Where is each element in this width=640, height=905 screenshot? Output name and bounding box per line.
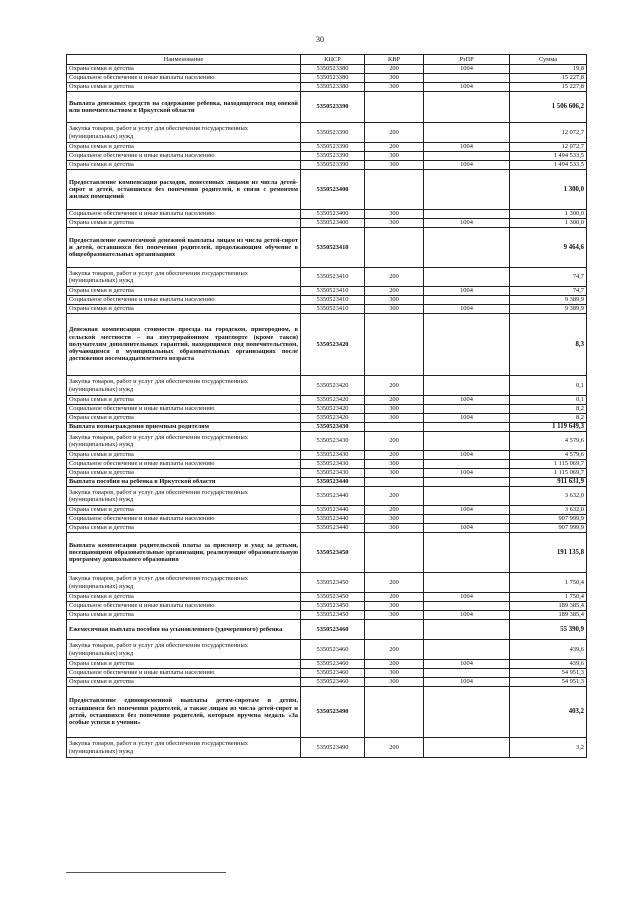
table-body bbox=[67, 65, 587, 758]
cell-sum: 19,8 bbox=[510, 65, 587, 74]
cell-kcsr: 5350523390 bbox=[301, 123, 365, 143]
cell-sum: 15 227,8 bbox=[510, 74, 587, 83]
cell-sum: 1 494 533,5 bbox=[510, 161, 587, 170]
cell-rzpr bbox=[424, 152, 510, 161]
cell-kvr: 300 bbox=[365, 469, 424, 478]
cell-name: Охрана семьи и детства bbox=[67, 219, 301, 228]
cell-kvr: 200 bbox=[365, 660, 424, 669]
cell-name: Охрана семьи и детства bbox=[67, 65, 301, 74]
table-row bbox=[67, 451, 587, 460]
cell-name: Охрана семьи и детства bbox=[67, 143, 301, 152]
table-row bbox=[67, 524, 587, 533]
cell-name: Выплата денежных средств на содержание ребенка, находящегося под опекой или попечительством в Иркутской области bbox=[67, 92, 301, 123]
cell-name: Охрана семьи и детства bbox=[67, 611, 301, 620]
header-kvr: КВР bbox=[365, 55, 424, 65]
cell-sum: 8,2 bbox=[510, 414, 587, 423]
cell-kvr: 200 bbox=[365, 506, 424, 515]
cell-kvr: 200 bbox=[365, 396, 424, 405]
cell-kcsr: 5350523440 bbox=[301, 478, 365, 487]
table-row bbox=[67, 460, 587, 469]
cell-sum: 54 951,3 bbox=[510, 669, 587, 678]
cell-kcsr: 5350523460 bbox=[301, 640, 365, 660]
cell-kcsr: 5350523410 bbox=[301, 296, 365, 305]
cell-kvr bbox=[365, 478, 424, 487]
table-row bbox=[67, 506, 587, 515]
cell-rzpr bbox=[424, 533, 510, 573]
cell-kvr: 300 bbox=[365, 219, 424, 228]
cell-rzpr bbox=[424, 687, 510, 738]
cell-kvr bbox=[365, 687, 424, 738]
cell-rzpr bbox=[424, 432, 510, 451]
cell-kcsr: 5350523460 bbox=[301, 660, 365, 669]
cell-kvr: 300 bbox=[365, 524, 424, 533]
cell-kcsr: 5350523380 bbox=[301, 65, 365, 74]
cell-name: Охрана семьи и детства bbox=[67, 305, 301, 314]
cell-sum: 12 072,7 bbox=[510, 123, 587, 143]
table-row bbox=[67, 405, 587, 414]
cell-name: Закупка товаров, работ и услуг для обеспечения государственных (муниципальных) нужд bbox=[67, 640, 301, 660]
cell-sum: 0,1 bbox=[510, 376, 587, 396]
cell-name: Охрана семьи и детства bbox=[67, 593, 301, 602]
cell-kcsr: 5350523400 bbox=[301, 170, 365, 210]
cell-name: Охрана семьи и детства bbox=[67, 396, 301, 405]
cell-kvr: 300 bbox=[365, 669, 424, 678]
cell-sum: 74,7 bbox=[510, 268, 587, 287]
cell-sum: 189 385,4 bbox=[510, 611, 587, 620]
cell-kcsr: 5350523460 bbox=[301, 620, 365, 640]
cell-kcsr: 5350523410 bbox=[301, 228, 365, 268]
cell-sum: 3 632,0 bbox=[510, 506, 587, 515]
cell-name: Закупка товаров, работ и услуг для обеспечения государственных (муниципальных) нужд bbox=[67, 268, 301, 287]
cell-kcsr: 5350523450 bbox=[301, 602, 365, 611]
cell-name: Выплата пособия на ребенка в Иркутской области bbox=[67, 478, 301, 487]
cell-kcsr: 5350523440 bbox=[301, 506, 365, 515]
cell-kcsr: 5350523400 bbox=[301, 219, 365, 228]
table-row bbox=[67, 469, 587, 478]
cell-kcsr: 5350523430 bbox=[301, 460, 365, 469]
cell-sum: 74,7 bbox=[510, 287, 587, 296]
cell-rzpr: 1004 bbox=[424, 305, 510, 314]
cell-sum: 3,2 bbox=[510, 738, 587, 758]
cell-sum: 4 579,6 bbox=[510, 432, 587, 451]
cell-kcsr: 5350523410 bbox=[301, 305, 365, 314]
cell-kvr: 200 bbox=[365, 593, 424, 602]
cell-kcsr: 5350523420 bbox=[301, 396, 365, 405]
cell-name: Охрана семьи и детства bbox=[67, 506, 301, 515]
header-name: Наименование bbox=[67, 55, 301, 65]
cell-kcsr: 5350523400 bbox=[301, 210, 365, 219]
cell-sum: 12 072,7 bbox=[510, 143, 587, 152]
cell-kvr: 200 bbox=[365, 432, 424, 451]
table-row bbox=[67, 432, 587, 451]
cell-kcsr: 5350523460 bbox=[301, 678, 365, 687]
cell-sum: 189 385,4 bbox=[510, 602, 587, 611]
cell-sum: 9 389,9 bbox=[510, 296, 587, 305]
cell-sum: 1 300,0 bbox=[510, 210, 587, 219]
cell-kvr: 300 bbox=[365, 296, 424, 305]
cell-kvr: 300 bbox=[365, 161, 424, 170]
cell-kvr: 300 bbox=[365, 414, 424, 423]
table-row bbox=[67, 123, 587, 143]
cell-name: Социальное обеспечение и иные выплаты населению bbox=[67, 152, 301, 161]
cell-rzpr bbox=[424, 460, 510, 469]
cell-name: Охрана семьи и детства bbox=[67, 660, 301, 669]
cell-rzpr: 1004 bbox=[424, 506, 510, 515]
cell-sum: 4 579,6 bbox=[510, 451, 587, 460]
cell-rzpr bbox=[424, 210, 510, 219]
cell-kcsr: 5350523390 bbox=[301, 152, 365, 161]
cell-kcsr: 5350523390 bbox=[301, 92, 365, 123]
cell-name: Социальное обеспечение и иные выплаты населению bbox=[67, 515, 301, 524]
cell-kcsr: 5350523390 bbox=[301, 161, 365, 170]
table-row bbox=[67, 611, 587, 620]
cell-rzpr bbox=[424, 405, 510, 414]
cell-rzpr: 1004 bbox=[424, 469, 510, 478]
cell-name: Социальное обеспечение и иные выплаты населению bbox=[67, 460, 301, 469]
cell-kvr: 200 bbox=[365, 738, 424, 758]
cell-sum: 1 300,0 bbox=[510, 219, 587, 228]
cell-sum: 9 464,6 bbox=[510, 228, 587, 268]
table-row bbox=[67, 573, 587, 593]
cell-rzpr bbox=[424, 487, 510, 506]
table-row-section bbox=[67, 533, 587, 573]
header-kcsr: КЦСР bbox=[301, 55, 365, 65]
cell-kvr: 300 bbox=[365, 405, 424, 414]
cell-kcsr: 5350523490 bbox=[301, 738, 365, 758]
cell-name: Социальное обеспечение и иные выплаты населению bbox=[67, 405, 301, 414]
table-row bbox=[67, 268, 587, 287]
cell-rzpr: 1004 bbox=[424, 451, 510, 460]
table-row bbox=[67, 305, 587, 314]
table-row bbox=[67, 593, 587, 602]
cell-name: Социальное обеспечение и иные выплаты населению bbox=[67, 602, 301, 611]
cell-sum: 911 631,9 bbox=[510, 478, 587, 487]
cell-sum: 1 494 533,5 bbox=[510, 152, 587, 161]
cell-kcsr: 5350523450 bbox=[301, 593, 365, 602]
cell-kcsr: 5350523430 bbox=[301, 432, 365, 451]
page-number: 30 bbox=[316, 35, 324, 44]
cell-sum: 191 135,8 bbox=[510, 533, 587, 573]
table-row bbox=[67, 738, 587, 758]
cell-rzpr bbox=[424, 170, 510, 210]
cell-sum: 1 119 649,3 bbox=[510, 423, 587, 432]
cell-kcsr: 5350523380 bbox=[301, 83, 365, 92]
cell-rzpr: 1004 bbox=[424, 161, 510, 170]
table-row-section bbox=[67, 228, 587, 268]
cell-kvr bbox=[365, 314, 424, 376]
cell-kvr: 200 bbox=[365, 268, 424, 287]
cell-rzpr: 1004 bbox=[424, 143, 510, 152]
cell-rzpr: 1004 bbox=[424, 65, 510, 74]
cell-kcsr: 5350523450 bbox=[301, 611, 365, 620]
table-row-section bbox=[67, 423, 587, 432]
table-row-section bbox=[67, 314, 587, 376]
cell-name: Закупка товаров, работ и услуг для обеспечения государственных (муниципальных) нужд bbox=[67, 738, 301, 758]
cell-sum: 1 750,4 bbox=[510, 593, 587, 602]
cell-name: Предоставление единовременной выплаты детям-сиротам и детям, оставшимся без попечения родителей, а также лицам из числа детей-сирот и детей, оставшихся без попечения родителей, которым вручена медаль «За особые успехи в учении» bbox=[67, 687, 301, 738]
cell-sum: 9 389,9 bbox=[510, 305, 587, 314]
cell-kvr: 200 bbox=[365, 451, 424, 460]
cell-sum: 54 951,3 bbox=[510, 678, 587, 687]
cell-name: Социальное обеспечение и иные выплаты населению bbox=[67, 669, 301, 678]
cell-kvr bbox=[365, 228, 424, 268]
cell-name: Охрана семьи и детства bbox=[67, 678, 301, 687]
cell-rzpr bbox=[424, 738, 510, 758]
cell-rzpr bbox=[424, 268, 510, 287]
cell-kvr: 300 bbox=[365, 460, 424, 469]
cell-rzpr: 1004 bbox=[424, 414, 510, 423]
cell-sum: 1 300,0 bbox=[510, 170, 587, 210]
cell-kvr: 300 bbox=[365, 74, 424, 83]
footer-divider bbox=[66, 872, 226, 873]
table-row-section bbox=[67, 170, 587, 210]
table-row bbox=[67, 376, 587, 396]
cell-kvr bbox=[365, 92, 424, 123]
cell-rzpr bbox=[424, 228, 510, 268]
table-row bbox=[67, 210, 587, 219]
cell-kvr: 200 bbox=[365, 573, 424, 593]
table-row bbox=[67, 296, 587, 305]
cell-sum: 439,6 bbox=[510, 660, 587, 669]
cell-rzpr bbox=[424, 123, 510, 143]
cell-rzpr bbox=[424, 314, 510, 376]
cell-name: Охрана семьи и детства bbox=[67, 524, 301, 533]
cell-kvr: 300 bbox=[365, 678, 424, 687]
cell-name: Ежемесячная выплата пособия на усыновленного (удочеренного) ребенка bbox=[67, 620, 301, 640]
cell-sum: 1 506 606,2 bbox=[510, 92, 587, 123]
cell-name: Охрана семьи и детства bbox=[67, 83, 301, 92]
cell-rzpr bbox=[424, 423, 510, 432]
cell-rzpr: 1004 bbox=[424, 611, 510, 620]
cell-kvr: 300 bbox=[365, 210, 424, 219]
cell-kvr: 300 bbox=[365, 152, 424, 161]
table-row-section bbox=[67, 687, 587, 738]
cell-rzpr bbox=[424, 669, 510, 678]
cell-sum: 8,2 bbox=[510, 405, 587, 414]
cell-sum: 15 227,8 bbox=[510, 83, 587, 92]
cell-sum: 907 999,9 bbox=[510, 524, 587, 533]
cell-rzpr bbox=[424, 92, 510, 123]
cell-kcsr: 5350523420 bbox=[301, 414, 365, 423]
cell-name: Закупка товаров, работ и услуг для обеспечения государственных (муниципальных) нужд bbox=[67, 123, 301, 143]
table-row bbox=[67, 487, 587, 506]
cell-kvr: 200 bbox=[365, 123, 424, 143]
cell-kcsr: 5350523420 bbox=[301, 376, 365, 396]
table-row bbox=[67, 602, 587, 611]
cell-rzpr bbox=[424, 296, 510, 305]
cell-kcsr: 5350523410 bbox=[301, 268, 365, 287]
cell-name: Социальное обеспечение и иные выплаты населению bbox=[67, 210, 301, 219]
cell-kvr bbox=[365, 533, 424, 573]
cell-rzpr: 1004 bbox=[424, 524, 510, 533]
header-sum: Сумма bbox=[510, 55, 587, 65]
table-row bbox=[67, 152, 587, 161]
cell-rzpr: 1004 bbox=[424, 83, 510, 92]
cell-sum: 1 750,4 bbox=[510, 573, 587, 593]
cell-sum: 8,3 bbox=[510, 314, 587, 376]
table-row bbox=[67, 515, 587, 524]
budget-table bbox=[66, 54, 587, 758]
cell-sum: 55 390,9 bbox=[510, 620, 587, 640]
header-rzpr: РзПР bbox=[424, 55, 510, 65]
table-row bbox=[67, 287, 587, 296]
table-row bbox=[67, 83, 587, 92]
cell-rzpr bbox=[424, 602, 510, 611]
table-row bbox=[67, 669, 587, 678]
cell-name: Охрана семьи и детства bbox=[67, 414, 301, 423]
cell-kvr: 300 bbox=[365, 515, 424, 524]
cell-kvr bbox=[365, 423, 424, 432]
cell-name: Закупка товаров, работ и услуг для обеспечения государственных (муниципальных) нужд bbox=[67, 573, 301, 593]
cell-kvr: 200 bbox=[365, 65, 424, 74]
cell-kvr: 200 bbox=[365, 640, 424, 660]
cell-kcsr: 5350523410 bbox=[301, 287, 365, 296]
cell-rzpr bbox=[424, 74, 510, 83]
cell-rzpr bbox=[424, 376, 510, 396]
cell-kcsr: 5350523420 bbox=[301, 405, 365, 414]
cell-kcsr: 5350523440 bbox=[301, 524, 365, 533]
cell-sum: 1 115 069,7 bbox=[510, 460, 587, 469]
cell-kcsr: 5350523490 bbox=[301, 687, 365, 738]
cell-sum: 439,6 bbox=[510, 640, 587, 660]
cell-name: Охрана семьи и детства bbox=[67, 469, 301, 478]
cell-kvr: 200 bbox=[365, 487, 424, 506]
cell-rzpr: 1004 bbox=[424, 660, 510, 669]
cell-rzpr bbox=[424, 515, 510, 524]
cell-name: Закупка товаров, работ и услуг для обеспечения государственных (муниципальных) нужд bbox=[67, 376, 301, 396]
cell-name: Выплата вознаграждения приемным родителям bbox=[67, 423, 301, 432]
cell-kvr bbox=[365, 170, 424, 210]
cell-kvr: 200 bbox=[365, 287, 424, 296]
cell-rzpr: 1004 bbox=[424, 396, 510, 405]
cell-rzpr bbox=[424, 478, 510, 487]
cell-kcsr: 5350523440 bbox=[301, 487, 365, 506]
cell-kcsr: 5350523380 bbox=[301, 74, 365, 83]
cell-sum: 0,1 bbox=[510, 396, 587, 405]
cell-sum: 3 632,0 bbox=[510, 487, 587, 506]
table-row bbox=[67, 65, 587, 74]
cell-kvr: 300 bbox=[365, 83, 424, 92]
table-row-section bbox=[67, 92, 587, 123]
cell-name: Денежная компенсация стоимости проезда на городском, пригородном, в сельской местности – на внутрирайонном транспорте (кроме такси) получателям дополнительных гарантий, находящимся под попечительством, обучающимся в муниципальных образовательных организациях после достижения восемнадцатилетнего возраста bbox=[67, 314, 301, 376]
cell-rzpr bbox=[424, 573, 510, 593]
cell-kcsr: 5350523420 bbox=[301, 314, 365, 376]
cell-name: Выплата компенсации родительской платы за присмотр и уход за детьми, посещающими образовательные организации, реализующие образовательную программу дошкольного образования bbox=[67, 533, 301, 573]
cell-name: Предоставление ежемесячной денежной выплаты лицам из числа детей-сирот и детей, оставшихся без попечения родителей, продолжающим обучение в общеобразовательных организациях bbox=[67, 228, 301, 268]
cell-name: Закупка товаров, работ и услуг для обеспечения государственных (муниципальных) нужд bbox=[67, 487, 301, 506]
table-row bbox=[67, 219, 587, 228]
table-header-row bbox=[67, 55, 587, 65]
cell-rzpr: 1004 bbox=[424, 219, 510, 228]
table-row-section bbox=[67, 620, 587, 640]
table-row bbox=[67, 161, 587, 170]
cell-rzpr bbox=[424, 620, 510, 640]
table-row bbox=[67, 640, 587, 660]
cell-kcsr: 5350523440 bbox=[301, 515, 365, 524]
cell-kvr: 300 bbox=[365, 611, 424, 620]
cell-name: Закупка товаров, работ и услуг для обеспечения государственных (муниципальных) нужд bbox=[67, 432, 301, 451]
table-row-section bbox=[67, 478, 587, 487]
cell-kcsr: 5350523430 bbox=[301, 451, 365, 460]
table-row bbox=[67, 143, 587, 152]
cell-kcsr: 5350523430 bbox=[301, 469, 365, 478]
cell-rzpr: 1004 bbox=[424, 593, 510, 602]
cell-kcsr: 5350523390 bbox=[301, 143, 365, 152]
cell-kvr: 300 bbox=[365, 305, 424, 314]
table-row bbox=[67, 396, 587, 405]
cell-sum: 403,2 bbox=[510, 687, 587, 738]
cell-kvr: 200 bbox=[365, 143, 424, 152]
cell-rzpr: 1004 bbox=[424, 678, 510, 687]
cell-name: Предоставление компенсации расходов, понесенных лицами из числа детей-сирот и детей, оставшихся без попечения родителей, в связи с ремонтом жилых помещений bbox=[67, 170, 301, 210]
cell-rzpr bbox=[424, 640, 510, 660]
cell-kvr bbox=[365, 620, 424, 640]
cell-name: Социальное обеспечение и иные выплаты населению bbox=[67, 74, 301, 83]
cell-sum: 1 115 069,7 bbox=[510, 469, 587, 478]
cell-rzpr: 1004 bbox=[424, 287, 510, 296]
cell-name: Охрана семьи и детства bbox=[67, 451, 301, 460]
cell-kcsr: 5350523450 bbox=[301, 573, 365, 593]
cell-kcsr: 5350523430 bbox=[301, 423, 365, 432]
cell-name: Социальное обеспечение и иные выплаты населению bbox=[67, 296, 301, 305]
cell-kcsr: 5350523450 bbox=[301, 533, 365, 573]
table-row bbox=[67, 74, 587, 83]
cell-name: Охрана семьи и детства bbox=[67, 287, 301, 296]
cell-kcsr: 5350523460 bbox=[301, 669, 365, 678]
cell-kvr: 300 bbox=[365, 602, 424, 611]
table-row bbox=[67, 660, 587, 669]
cell-name: Охрана семьи и детства bbox=[67, 161, 301, 170]
cell-kvr: 200 bbox=[365, 376, 424, 396]
cell-sum: 907 999,9 bbox=[510, 515, 587, 524]
table-row bbox=[67, 678, 587, 687]
table-row bbox=[67, 414, 587, 423]
